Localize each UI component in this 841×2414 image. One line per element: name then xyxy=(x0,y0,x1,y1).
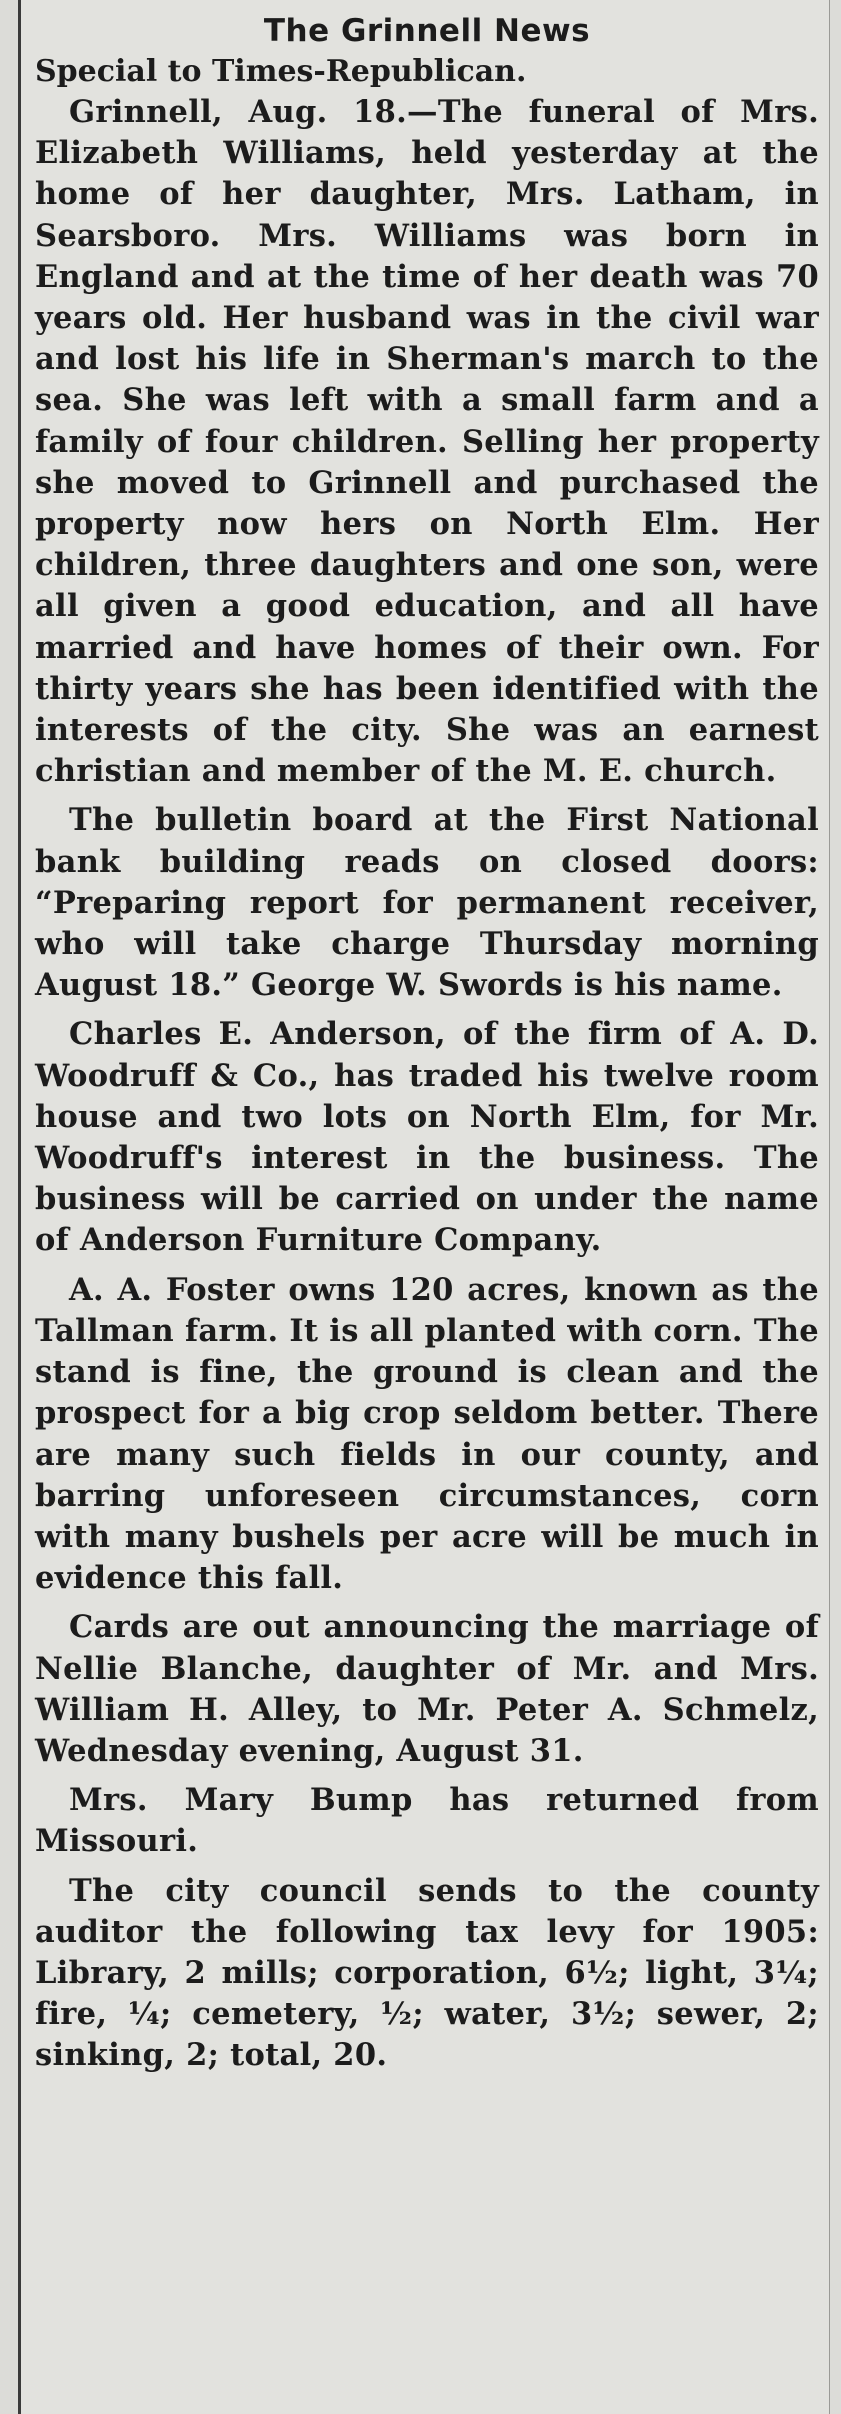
article-headline: The Grinnell News xyxy=(263,13,591,49)
paragraph-marriage-announcement: Cards are out announcing the marriage of Nellie Blanche, daughter of Mr. and Mrs. William H. Alley, to Mr. Peter A. Schmelz, Wednesday evening, August 31. xyxy=(35,1609,819,1769)
paragraph-bulletin-board: The bulletin board at the First National bank building reads on closed doors: “Preparing report for permanent receiver, who will take charge Thursday morning August 18.” George W. Swords is his name. xyxy=(35,802,819,1004)
paragraph-mary-bump: Mrs. Mary Bump has returned from Missouri. xyxy=(35,1782,819,1860)
paragraph-foster-farm: A. A. Foster owns 120 acres, known as the Tallman farm. It is all planted with corn. The stand is fine, the ground is clean and the prospect for a big crop seldom better. There are many such fields in our county, and barring unforeseen circumstances, corn with many bushels per acre will be much in evidence this fall. xyxy=(35,1271,819,1597)
article-dateline: Special to Times-Republican. xyxy=(35,54,527,89)
article-column xyxy=(18,0,830,2414)
paragraph-anderson-trade: Charles E. Anderson, of the firm of A. D. Woodruff & Co., has traded his twelve room house and two lots on North Elm, for Mr. Woodruff's interest in the business. The business will be carried on under the name of Anderson Furniture Company. xyxy=(35,1016,819,1259)
paragraph-tax-levy: The city council sends to the county auditor the following tax levy for 1905: Library, 2 mills; corporation, 6½; light, 3¼; fire, ¼; cemetery, ½; water, 3½; sewer, 2; sinking, 2; total, 20. xyxy=(35,1872,819,2074)
paragraph-funeral: Grinnell, Aug. 18.—The funeral of Mrs. Elizabeth Williams, held yesterday at the home of her daughter, Mrs. Latham, in Searsboro. Mrs. Williams was born in England and at the time of her death was 70 years old. Her husband was in the civil war and lost his life in Sherman's march to the sea. She was left with a small farm and a family of four children. Selling her property she moved to Grinnell and purchased the property now hers on North Elm. Her children, three daughters and one son, were all given a good education, and all have married and have homes of their own. For thirty years she has been identified with the interests of the city. She was an earnest christian and member of the M. E. church. xyxy=(35,94,819,790)
